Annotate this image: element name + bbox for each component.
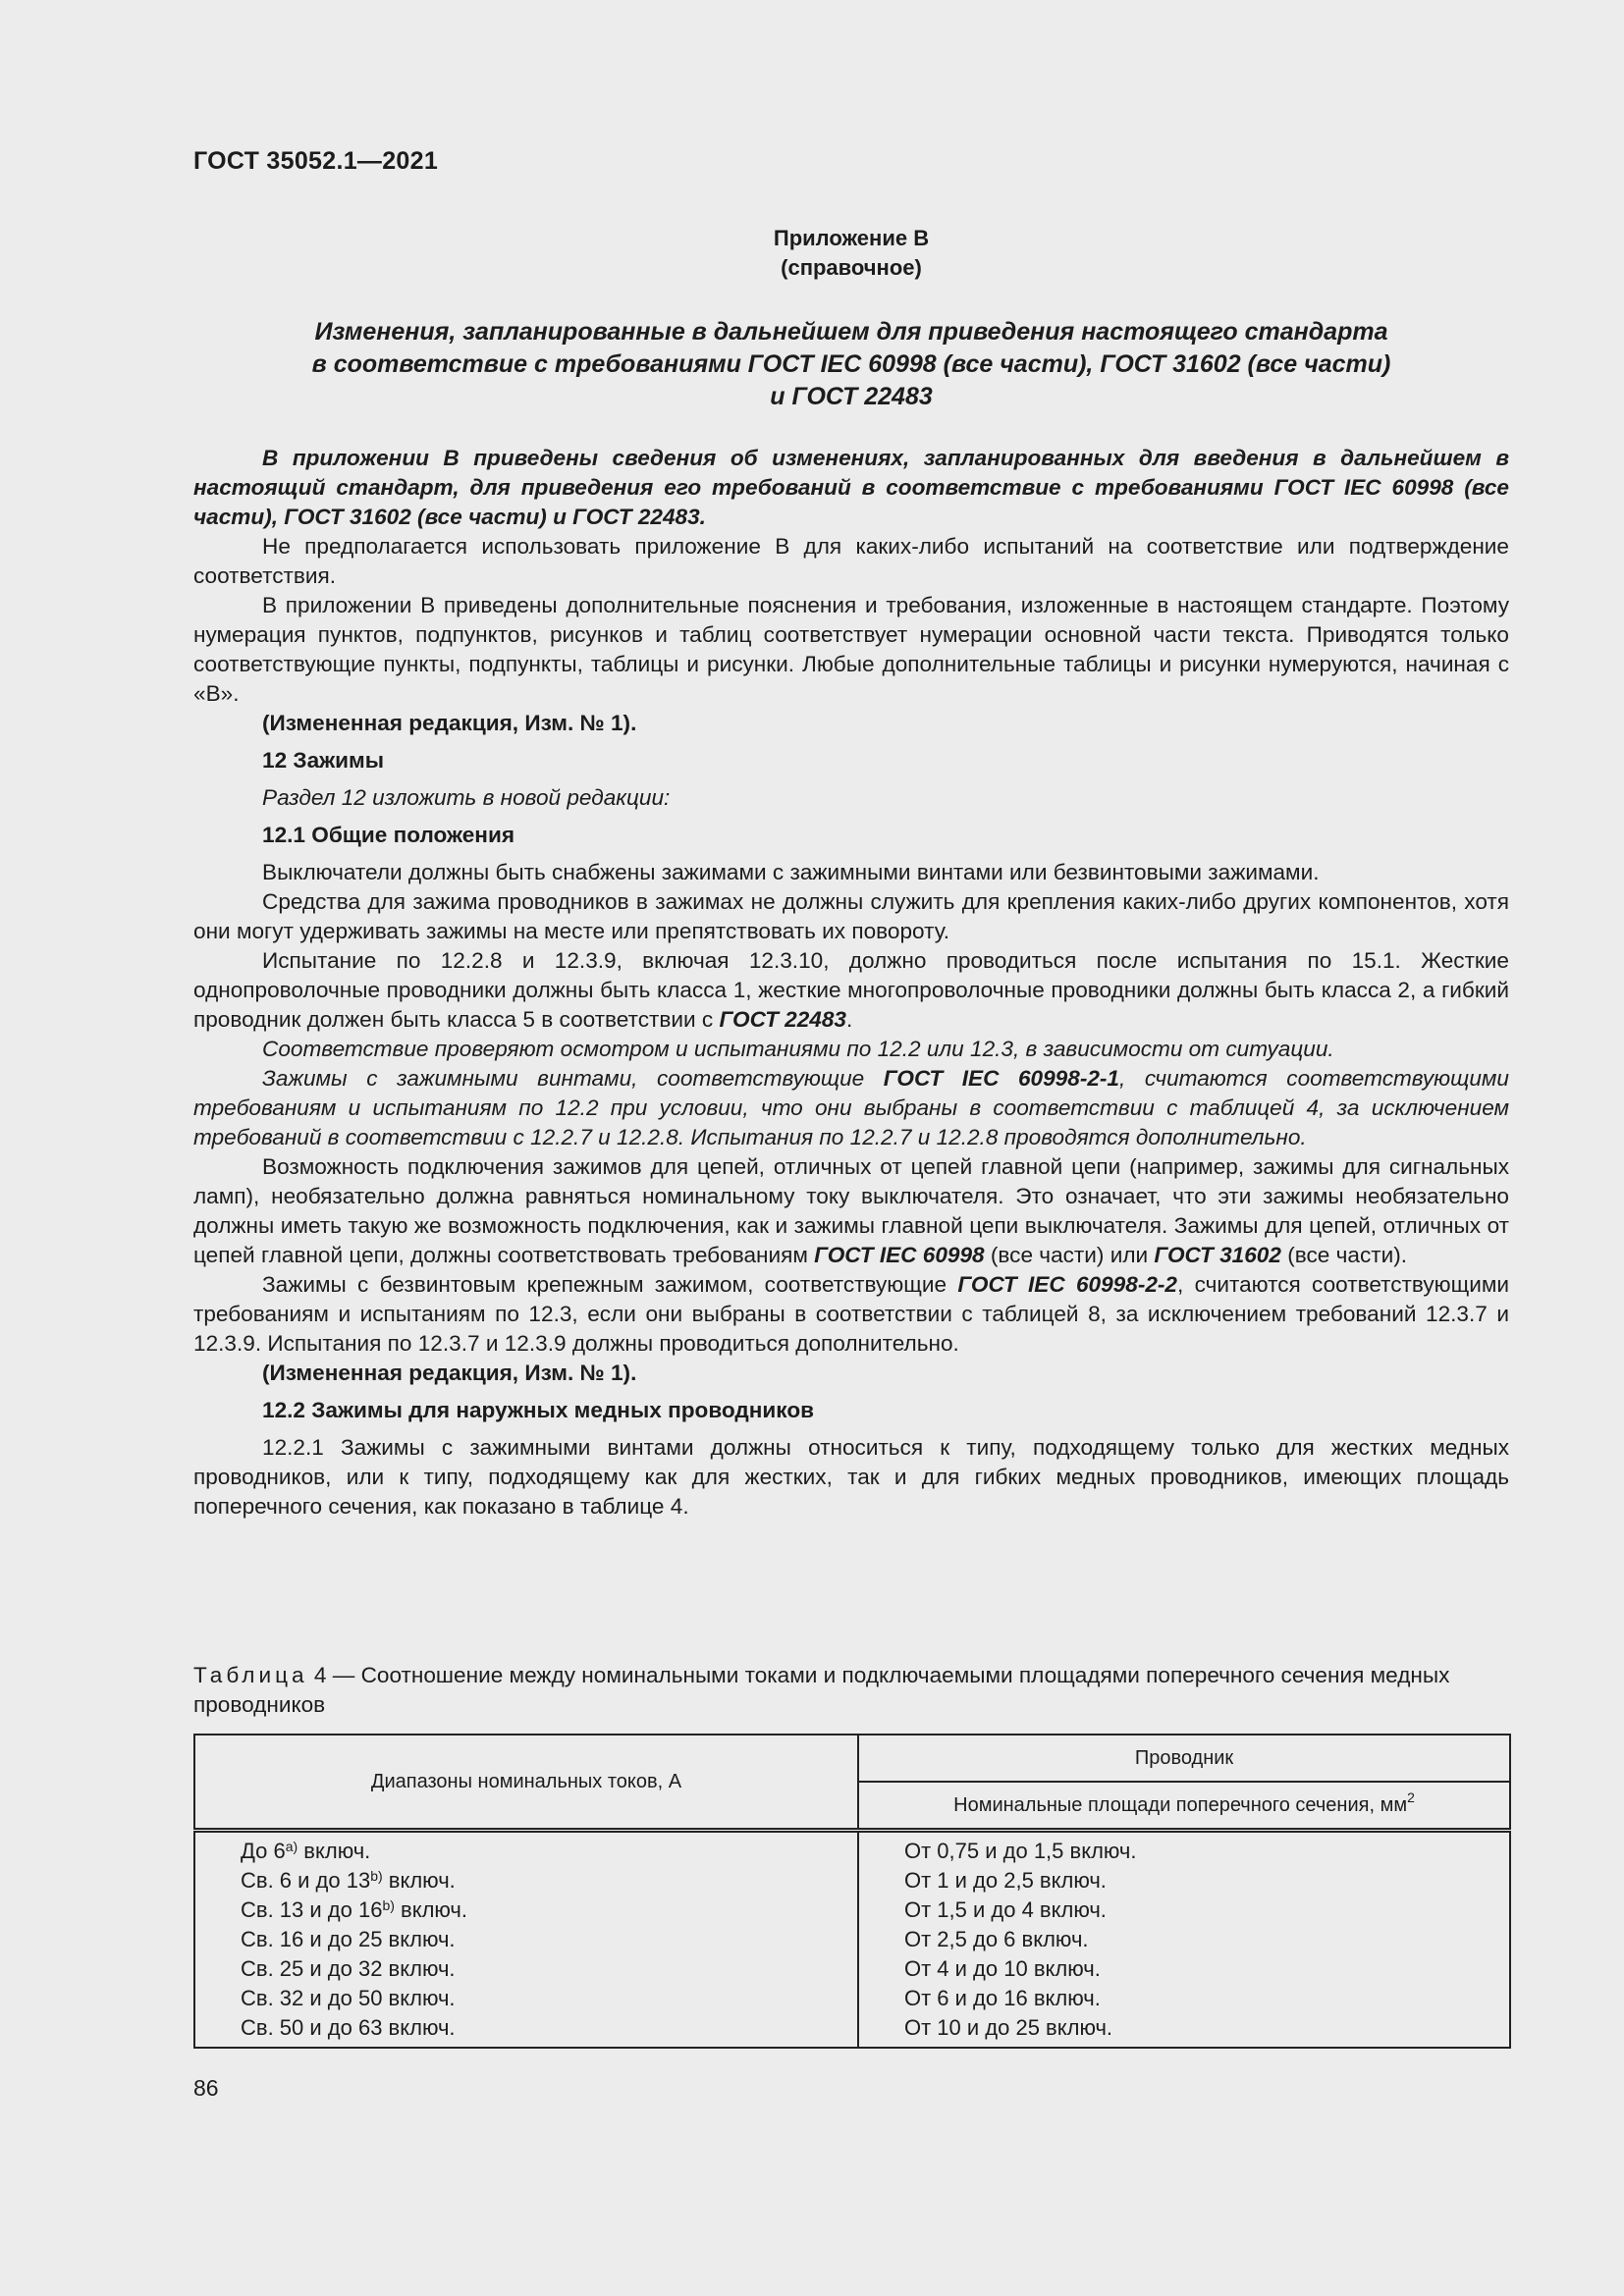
- current-suffix: включ.: [298, 1839, 371, 1863]
- compliance-paragraph: Соответствие проверяют осмотром и испытаниями по 12.2 или 12.3, в зависимости от ситуации.: [262, 1037, 1334, 1061]
- footnote-ref: b): [370, 1868, 383, 1884]
- area-range: От 0,75 и до 1,5 включ.: [904, 1839, 1137, 1863]
- intro-paragraph: В приложении В приведены сведения об изменениях, запланированных для введения в дальнейшем в настоящий стандарт, для приведения его требований в соответствие с требованиями ГОСТ IEC 60998 (все части), ГОСТ 31602 (все части) и ГОСТ 22483.: [193, 446, 1509, 529]
- area-range: От 10 и до 25 включ.: [904, 2015, 1113, 2040]
- area-range: От 1 и до 2,5 включ.: [904, 1868, 1107, 1893]
- subsection-heading: 12.1 Общие положения: [262, 823, 515, 847]
- current-range: [241, 1837, 857, 1866]
- amendment-note: (Измененная редакция, Изм. № 1).: [262, 711, 637, 735]
- annex-subject-line: и ГОСТ 22483: [770, 383, 933, 410]
- body-text: [193, 444, 1509, 1522]
- text: (все части).: [1280, 1243, 1408, 1267]
- text: Зажимы с зажимными винтами, соответствующие: [262, 1066, 884, 1091]
- area-range: От 2,5 до 6 включ.: [904, 1927, 1089, 1951]
- section-heading: 12 Зажимы: [262, 748, 385, 773]
- paragraph: [193, 1270, 1509, 1359]
- text: , считаются соответствующими требованиям и испытаниям по 12.3, если они выбраны в соответствии с таблицей 8, за исключением требований 12.3.7 и 12.3.9. Испытания по 12.3.7 и 12.3.9 должны проводиться дополнительно.: [193, 1272, 1509, 1356]
- page-number: 86: [193, 2075, 219, 2101]
- current-text: До 6: [241, 1839, 286, 1863]
- text: (все части) или: [984, 1243, 1155, 1267]
- document-header: ГОСТ 35052.1—2021: [193, 147, 439, 175]
- paragraph: Не предполагается использовать приложение В для каких-либо испытаний на соответствие или подтверждение соответствия.: [193, 534, 1509, 588]
- standard-ref: ГОСТ IEC 60998-2-2: [957, 1272, 1177, 1297]
- paragraph: Выключатели должны быть снабжены зажимами с зажимными винтами или безвинтовыми зажимами.: [262, 860, 1320, 884]
- text: Возможность подключения зажимов для цепей, отличных от цепей главной цепи (например, зажимы для сигнальных ламп), необязательно должна равняться номинальному току выключателя. Это означает, что эти зажимы необязательно должны иметь такую же возможность подключения, как и зажимы главной цепи выключателя. Зажимы для цепей, отличных от цепей главной цепи, должны соответствовать требованиям: [193, 1154, 1509, 1267]
- footnote-ref: a): [285, 1839, 298, 1854]
- paragraph: [193, 946, 1509, 1035]
- text: , считаются соответствующими требованиям и испытаниям по 12.2 при условии, что они выбраны в соответствии с таблицей 4, за исключением требований в соответствии с 12.2.7 и 12.2.8. Испытания по 12.2.7 и 12.2.8 проводятся дополнительно.: [193, 1066, 1509, 1149]
- conductor-table: [193, 1734, 1511, 2049]
- footnote-ref: b): [382, 1897, 395, 1913]
- current-suffix: включ.: [382, 1868, 456, 1893]
- standard-ref: ГОСТ 31602: [1154, 1243, 1281, 1267]
- table-4: [193, 1734, 1511, 2049]
- subsection-heading: 12.2 Зажимы для наружных медных проводников: [262, 1398, 815, 1422]
- annex-status: (справочное): [781, 255, 922, 280]
- current-range: [241, 1896, 857, 1925]
- area-range: От 1,5 и до 4 включ.: [904, 1897, 1107, 1922]
- current-range: Св. 16 и до 25 включ.: [241, 1927, 456, 1951]
- table-caption: [193, 1661, 1509, 1720]
- compliance-paragraph: [193, 1064, 1509, 1152]
- paragraph: В приложении В приведены дополнительные пояснения и требования, изложенные в настоящем стандарте. Поэтому нумерация пунктов, подпунктов, рисунков и таблиц соответствует нумерации основной части текста. Приводятся только соответствующие пункты, подпункты, таблицы и рисунки. Любые дополнительные таблицы и рисунки нумеруются, начиная с «В».: [193, 593, 1509, 706]
- paragraph: [193, 1152, 1509, 1270]
- current-text: Св. 6 и до 13: [241, 1868, 371, 1893]
- table-caption-text: 4 — Соотношение между номинальными токами и подключаемыми площадями поперечного сечения медных проводников: [193, 1663, 1450, 1717]
- annex-title: Приложение В: [773, 226, 930, 250]
- annex-subject-line: в соответствие с требованиями ГОСТ IEC 60998 (все части), ГОСТ 31602 (все части): [311, 350, 1391, 378]
- text: .: [845, 1007, 853, 1032]
- standard-ref: ГОСТ IEC 60998-2-1: [883, 1066, 1119, 1091]
- column-header-area-text: Номинальные площади поперечного сечения, мм: [953, 1793, 1408, 1816]
- current-range: Св. 25 и до 32 включ.: [241, 1956, 456, 1981]
- area-range: От 6 и до 16 включ.: [904, 1986, 1101, 2010]
- column-header-area: [858, 1782, 1510, 1831]
- column-header-conductor: Проводник: [858, 1735, 1510, 1782]
- current-range: Св. 50 и до 63 включ.: [241, 2015, 456, 2040]
- paragraph: Средства для зажима проводников в зажимах не должны служить для крепления каких-либо других компонентов, хотя они могут удерживать зажимы на месте или препятствовать их повороту.: [193, 889, 1509, 943]
- current-range: Св. 32 и до 50 включ.: [241, 1986, 456, 2010]
- standard-ref: ГОСТ IEC 60998: [814, 1243, 985, 1267]
- table-row: [194, 1831, 1510, 2049]
- text: Зажимы с безвинтовым крепежным зажимом, соответствующие: [262, 1272, 958, 1297]
- area-ranges-cell: [858, 1831, 1510, 2049]
- unit-exponent: 2: [1407, 1789, 1415, 1805]
- section-note: Раздел 12 изложить в новой редакции:: [262, 785, 671, 810]
- column-header-current: Диапазоны номинальных токов, А: [194, 1735, 858, 1831]
- table-caption-label: Таблица: [193, 1663, 308, 1687]
- text: Испытание по 12.2.8 и 12.3.9, включая 12.3.10, должно проводиться после испытания по 15.1. Жесткие однопроволочные проводники должны быть класса 1, жесткие многопроволочные проводники должны быть класса 2, а гибкий проводник должен быть класса 5 в соответствии с: [193, 948, 1509, 1032]
- current-ranges-cell: [194, 1831, 858, 2049]
- current-text: Св. 13 и до 16: [241, 1897, 383, 1922]
- annex-heading: [193, 224, 1509, 283]
- annex-subject-line: Изменения, запланированные в дальнейшем для приведения настоящего стандарта: [314, 318, 1388, 346]
- area-range: От 4 и до 10 включ.: [904, 1956, 1101, 1981]
- annex-subject: [193, 316, 1509, 413]
- current-range: [241, 1866, 857, 1896]
- current-suffix: включ.: [394, 1897, 468, 1922]
- standard-ref: ГОСТ 22483: [719, 1007, 846, 1032]
- amendment-note: (Измененная редакция, Изм. № 1).: [262, 1361, 637, 1385]
- paragraph: 12.2.1 Зажимы с зажимными винтами должны относиться к типу, подходящему только для жестких медных проводников, или к типу, подходящему как для жестких, так и для гибких медных проводников, имеющих площадь поперечного сечения, как показано в таблице 4.: [193, 1435, 1509, 1519]
